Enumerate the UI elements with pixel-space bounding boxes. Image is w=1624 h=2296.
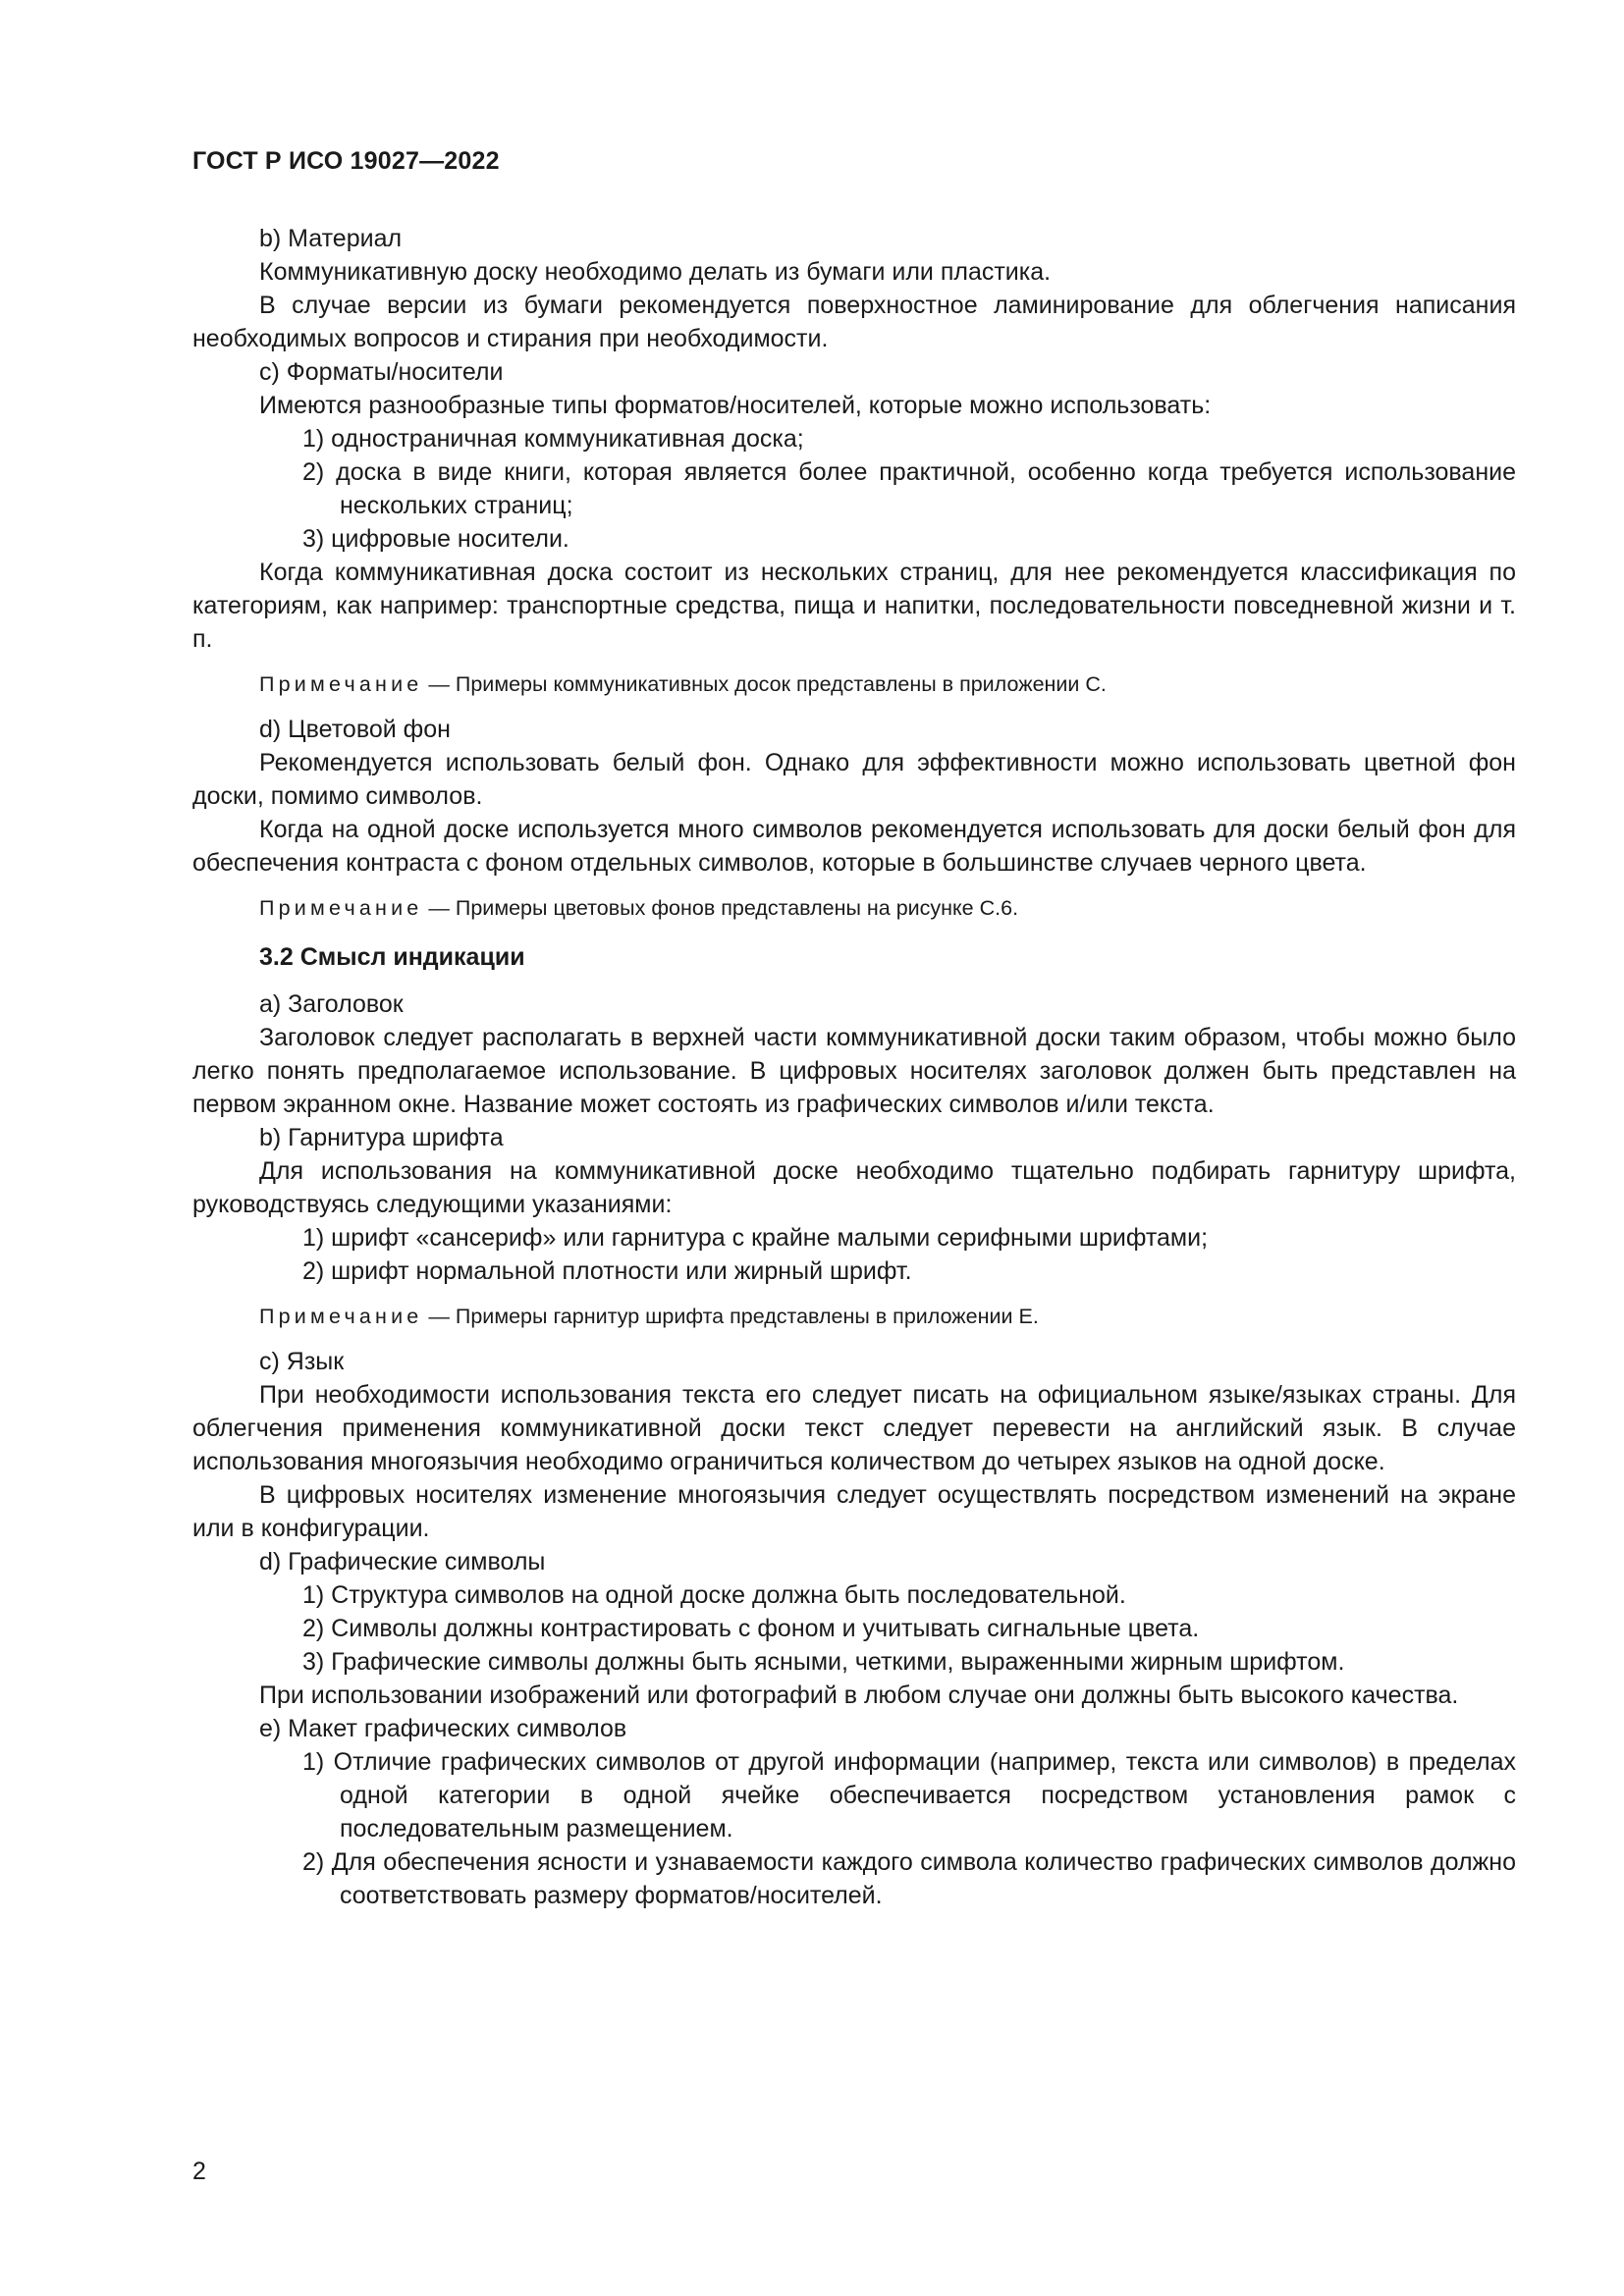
note-text: — Примеры цветовых фонов представлены на рисунке С.6. — [422, 896, 1019, 920]
note-text: — Примеры коммуникативных досок представлены в приложении С. — [422, 672, 1107, 696]
paragraph: В случае версии из бумаги рекомендуется поверхностное ламинирование для облегчения написания необходимых вопросов и стирания при необходимости. — [192, 292, 1516, 352]
paragraph: Имеются разнообразные типы форматов/носителей, которые можно использовать: — [259, 392, 1212, 419]
paragraph: При необходимости использования текста его следует писать на официальном языке/языках страны. Для облегчения применения коммуникативной доски текст следует перевести на английский язык. В случае использования многоязычия необходимо ограничиться количеством до четырех языков на одной доске. — [192, 1381, 1516, 1475]
paragraph: Заголовок следует располагать в верхней части коммуникативной доски таким образом, чтобы можно было легко понять предполагаемое использование. В цифровых носителях заголовок должен быть представлен на первом экранном окне. Название может состоять из графических символов и/или текста. — [192, 1024, 1516, 1118]
document-header: ГОСТ Р ИСО 19027—2022 — [192, 147, 500, 175]
clause-d-heading: d) Графические символы — [259, 1548, 546, 1575]
note-label: Примечание — [259, 896, 423, 920]
note — [192, 893, 1516, 923]
note-text: — Примеры гарнитур шрифта представлены в приложении Е. — [422, 1305, 1039, 1328]
list-item: 1) одностраничная коммуникативная доска; — [302, 425, 804, 453]
paragraph: Когда на одной доске используется много символов рекомендуется использовать для доски белый фон для обеспечения контраста с фоном отдельных символов, которые в большинстве случаев черного цвета. — [192, 816, 1516, 877]
list-item: 1) шрифт «сансериф» или гарнитура с крайне малыми серифными шрифтами; — [302, 1224, 1209, 1252]
list-item: 3) Графические символы должны быть ясными, четкими, выраженными жирным шрифтом. — [302, 1648, 1345, 1676]
list-item: 1) Структура символов на одной доске должна быть последовательной. — [302, 1581, 1126, 1609]
note-label: Примечание — [259, 1305, 423, 1328]
section-title: 3.2 Смысл индикации — [259, 943, 525, 971]
list-item: 1) Отличие графических символов от другой информации (например, текста или символов) в пределах одной категории в одной ячейке обеспечивается посредством установления рамок с последовательным размещением. — [302, 1748, 1516, 1842]
clause-d-heading: d) Цветовой фон — [259, 716, 451, 743]
paragraph: Коммуникативную доску необходимо делать из бумаги или пластика. — [259, 258, 1052, 286]
list-item: 2) доска в виде книги, которая является более практичной, особенно когда требуется использование нескольких страниц; — [302, 458, 1516, 519]
paragraph: При использовании изображений или фотографий в любом случае они должны быть высокого качества. — [259, 1682, 1459, 1709]
clause-b-heading: b) Материал — [259, 225, 403, 252]
clause-c-heading: с) Язык — [259, 1348, 345, 1375]
list-item: 2) Символы должны контрастировать с фоном и учитывать сигнальные цвета. — [302, 1615, 1200, 1642]
clause-b-heading: b) Гарнитура шрифта — [259, 1124, 504, 1151]
clause-c-heading: с) Форматы/носители — [259, 358, 504, 386]
note — [192, 1302, 1516, 1331]
clause-e-heading: е) Макет графических символов — [259, 1715, 627, 1742]
page-number: 2 — [192, 2158, 206, 2185]
paragraph: Рекомендуется использовать белый фон. Однако для эффективности можно использовать цветной фон доски, помимо символов. — [192, 749, 1516, 810]
note-label: Примечание — [259, 672, 423, 696]
paragraph: В цифровых носителях изменение многоязычия следует осуществлять посредством изменений на экране или в конфигурации. — [192, 1481, 1516, 1542]
document-body — [192, 222, 1516, 1912]
paragraph: Когда коммуникативная доска состоит из нескольких страниц, для нее рекомендуется классификация по категориям, как например: транспортные средства, пища и напитки, последовательности повседневной жизни и т. п. — [192, 559, 1516, 653]
list-item: 3) цифровые носители. — [302, 525, 569, 553]
list-item: 2) Для обеспечения ясности и узнаваемости каждого символа количество графических символов должно соответствовать размеру форматов/носителей. — [302, 1848, 1516, 1909]
note — [192, 669, 1516, 699]
clause-a-heading: а) Заголовок — [259, 990, 404, 1018]
list-item: 2) шрифт нормальной плотности или жирный шрифт. — [302, 1257, 912, 1285]
paragraph: Для использования на коммуникативной доске необходимо тщательно подбирать гарнитуру шрифта, руководствуясь следующими указаниями: — [192, 1157, 1516, 1218]
